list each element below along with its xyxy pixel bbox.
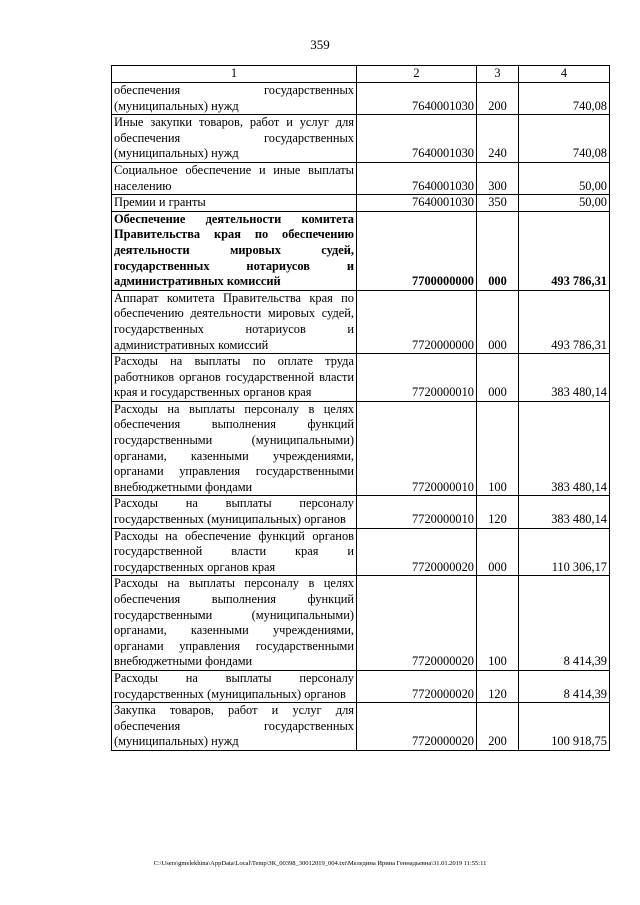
- expense-name-cell: Расходы на выплаты персоналу в целях обеспечения выполнения функций государственными (муниципальными) органами, казенными учреждениями, органами управления государственными внебюджетными фондами: [112, 401, 357, 496]
- amount-cell: 50,00: [519, 162, 610, 194]
- target-code-cell: 7720000020: [357, 576, 477, 671]
- table-row: [112, 576, 610, 671]
- amount-cell: 110 306,17: [519, 528, 610, 576]
- target-code-cell: 7640001030: [357, 83, 477, 115]
- target-code-cell: 7720000020: [357, 703, 477, 751]
- expense-type-cell: 200: [477, 703, 519, 751]
- table-row: [112, 162, 610, 194]
- expense-type-cell: 200: [477, 83, 519, 115]
- target-code-cell: 7720000020: [357, 528, 477, 576]
- amount-cell: 8 414,39: [519, 670, 610, 702]
- table-row: [112, 496, 610, 528]
- table-row: [112, 211, 610, 290]
- expense-type-cell: 300: [477, 162, 519, 194]
- expense-name-cell: Расходы на выплаты персоналу в целях обеспечения выполнения функций государственными (муниципальными) органами, казенными учреждениями, органами управления государственными внебюджетными фондами: [112, 576, 357, 671]
- amount-cell: 383 480,14: [519, 496, 610, 528]
- amount-cell: 493 786,31: [519, 290, 610, 353]
- expense-name-cell: Расходы на выплаты по оплате труда работников органов государственной власти края и государственных органов края: [112, 354, 357, 402]
- table-row: [112, 115, 610, 163]
- expense-name-cell: Закупка товаров, работ и услуг для обеспечения государственных (муниципальных) нужд: [112, 703, 357, 751]
- expense-name-cell: Расходы на выплаты персоналу государственных (муниципальных) органов: [112, 670, 357, 702]
- amount-cell: 50,00: [519, 195, 610, 212]
- expense-name-cell: Социальное обеспечение и иные выплаты населению: [112, 162, 357, 194]
- expense-type-cell: 000: [477, 528, 519, 576]
- expense-type-cell: 240: [477, 115, 519, 163]
- expense-name-cell: Аппарат комитета Правительства края по обеспечению деятельности мировых судей, государственных нотариусов и административных комиссий: [112, 290, 357, 353]
- expense-name-cell: Иные закупки товаров, работ и услуг для обеспечения государственных (муниципальных) нужд: [112, 115, 357, 163]
- column-header-type: 3: [477, 66, 519, 83]
- target-code-cell: 7720000000: [357, 290, 477, 353]
- expense-type-cell: 100: [477, 401, 519, 496]
- table-row: [112, 354, 610, 402]
- page-number: 359: [310, 37, 330, 52]
- expense-type-cell: 350: [477, 195, 519, 212]
- target-code-cell: 7640001030: [357, 195, 477, 212]
- expense-type-cell: 000: [477, 211, 519, 290]
- target-code-cell: 7720000020: [357, 670, 477, 702]
- amount-cell: 740,08: [519, 83, 610, 115]
- target-code-cell: 7640001030: [357, 115, 477, 163]
- budget-table: [111, 65, 610, 751]
- target-code-cell: 7720000010: [357, 401, 477, 496]
- expense-name-cell: обеспечения государственных (муниципальных) нужд: [112, 83, 357, 115]
- target-code-cell: 7700000000: [357, 211, 477, 290]
- target-code-cell: 7720000010: [357, 496, 477, 528]
- table-body: [112, 83, 610, 751]
- target-code-cell: 7720000010: [357, 354, 477, 402]
- table-header-row: [112, 66, 610, 83]
- table-row: [112, 703, 610, 751]
- amount-cell: 493 786,31: [519, 211, 610, 290]
- target-code-cell: 7640001030: [357, 162, 477, 194]
- amount-cell: 383 480,14: [519, 401, 610, 496]
- column-header-code: 2: [357, 66, 477, 83]
- column-header-name: 1: [112, 66, 357, 83]
- column-header-amount: 4: [519, 66, 610, 83]
- expense-name-cell: Обеспечение деятельности комитета Правительства края по обеспечению деятельности мировых судей, государственных нотариусов и административных комиссий: [112, 211, 357, 290]
- expense-type-cell: 100: [477, 576, 519, 671]
- expense-name-cell: Расходы на выплаты персоналу государственных (муниципальных) органов: [112, 496, 357, 528]
- amount-cell: 100 918,75: [519, 703, 610, 751]
- amount-cell: 383 480,14: [519, 354, 610, 402]
- table-row: [112, 195, 610, 212]
- file-path-footer: C:\Users\gmelekhina\AppData\Local\Temp\ЗК_00398_30012019_004.txt\Меледина Ирина Геннадьевна\31.01.2019 11:55:11: [153, 860, 487, 867]
- expense-name-cell: Расходы на обеспечение функций органов государственной власти края и государственных органов края: [112, 528, 357, 576]
- amount-cell: 8 414,39: [519, 576, 610, 671]
- expense-type-cell: 120: [477, 496, 519, 528]
- expense-type-cell: 000: [477, 290, 519, 353]
- table-row: [112, 401, 610, 496]
- expense-type-cell: 120: [477, 670, 519, 702]
- table-row: [112, 290, 610, 353]
- amount-cell: 740,08: [519, 115, 610, 163]
- expense-name-cell: Премии и гранты: [112, 195, 357, 212]
- table-row: [112, 670, 610, 702]
- table-row: [112, 83, 610, 115]
- expense-type-cell: 000: [477, 354, 519, 402]
- table-row: [112, 528, 610, 576]
